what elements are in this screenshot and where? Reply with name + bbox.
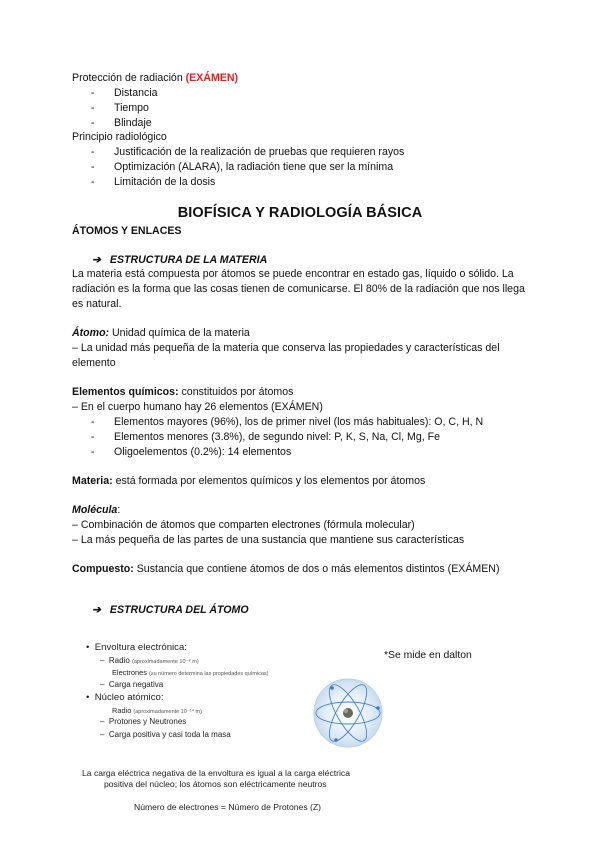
slide-subitem-text: Electrones — [112, 668, 149, 677]
slide-small-text: (aproximadamente 10⁻¹⁴ m) — [133, 709, 202, 715]
arrow-icon: ➔ — [92, 604, 101, 616]
list-item-text: Limitación de la dosis — [114, 176, 216, 188]
compuesto-definition — [72, 562, 499, 576]
atomo-line: – La unidad más pequeña de la materia que conserva las propiedades y características del — [72, 342, 500, 354]
slide-subitem-text: Radio — [112, 706, 134, 715]
list-item-text: Tiempo — [114, 102, 149, 114]
slide-subitem: – Carga negativa — [100, 680, 164, 689]
list-item-text: Distancia — [114, 87, 158, 99]
slide-subitem-text: Carga negativa — [108, 680, 164, 689]
materia-paragraph: La materia está compuesta por átomos se puede encontrar en estado gas, líquido o sólido. La radiación es la forma que las cosas tienen de comunicarse. El 80% de la radiación que nos llega es natural. — [72, 268, 525, 310]
materia-term: Materia: — [72, 475, 113, 487]
slide-caption: La carga eléctrica negativa de la envoltura es igual a la carga eléctrica — [82, 768, 350, 778]
slide-small-text: (aproximadamente 10⁻⁸ m) — [132, 659, 199, 665]
list-item: - Optimización (ALARA), la radiación tiene que ser la mínima — [91, 161, 394, 173]
list-item: - Justificación de la realización de pruebas que requieren rayos — [91, 146, 405, 158]
atomo-line: elemento — [72, 357, 116, 369]
elementos-term: Elementos químicos: — [72, 386, 179, 398]
slide-subitem — [112, 706, 202, 715]
arrow-icon: ➔ — [92, 254, 101, 266]
exam-highlight: (EXÁMEN) — [185, 72, 239, 84]
list-item: - Distancia — [91, 87, 158, 99]
slide-bullet-text: Núcleo atómico: — [94, 692, 164, 703]
section-heading-text: ESTRUCTURA DEL ÁTOMO — [109, 604, 249, 616]
molecula-line: – La más pequeña de las partes de una sustancia que mantiene sus características — [72, 534, 465, 546]
materia-definition-text: está formada por elementos químicos y los elementos por átomos — [112, 475, 426, 487]
list-item-text: Blindaje — [114, 117, 152, 129]
protection-heading-text: Protección de radiación — [72, 72, 186, 84]
molecula-heading — [72, 503, 120, 517]
list-item-text: Justificación de la realización de pruebas que requieren rayos — [114, 146, 405, 158]
molecula-colon: : — [117, 504, 121, 516]
slide-small-text: (su número determina las propiedades químicas) — [148, 671, 269, 677]
materia-definition — [72, 474, 425, 488]
elementos-definition — [72, 385, 293, 399]
atomo-definition-text: Unidad química de la materia — [109, 327, 250, 339]
atomo-term: Átomo: — [72, 327, 110, 339]
elementos-definition-text: constituidos por átomos — [178, 386, 294, 398]
atomo-definition — [72, 326, 250, 340]
slide-subitem-text: Carga positiva y casi toda la masa — [108, 730, 231, 739]
elementos-line: – En el cuerpo humano hay 26 elementos (EXÁMEN) — [72, 401, 323, 413]
subtitle: ÁTOMOS Y ENLACES — [72, 225, 182, 237]
list-item: - Elementos menores (3.8%), de segundo nivel: P, K, S, Na, Cl, Mg, Fe — [91, 431, 441, 443]
slide-subitem-text: Radio — [108, 656, 133, 665]
list-item-text: Optimización (ALARA), la radiación tiene que ser la mínima — [114, 161, 394, 173]
list-item: - Blindaje — [91, 117, 152, 129]
section-heading-atomo — [92, 604, 249, 616]
slide-subitem: – Radio (aproximadamente 10⁻⁸ m) — [100, 656, 199, 665]
protection-heading — [72, 71, 238, 85]
list-item-text: Elementos menores (3.8%), de segundo nivel: P, K, S, Na, Cl, Mg, Fe — [114, 431, 441, 443]
slide-bullet-text: Envoltura electrónica: — [94, 642, 187, 653]
slide-caption: positiva del núcleo; los átomos son eléctricamente neutros — [104, 779, 327, 789]
atom-slide-image — [74, 636, 434, 821]
slide-subitem: – Carga positiva y casi toda la masa — [100, 730, 231, 739]
slide-bullet: • Núcleo atómico: — [86, 692, 164, 703]
list-item: - Oligoelementos (0.2%): 14 elementos — [91, 446, 292, 458]
compuesto-term: Compuesto: — [72, 563, 134, 575]
list-item: - Limitación de la dosis — [91, 176, 216, 188]
slide-red-caption: Número de electrones = Número de Protones (Z) — [134, 802, 321, 812]
slide-subitem: – Protones y Neutrones — [100, 717, 187, 726]
section-heading-text: ESTRUCTURA DE LA MATERIA — [109, 254, 268, 266]
list-item-text: Oligoelementos (0.2%): 14 elementos — [114, 446, 292, 458]
slide-bullet: • Envoltura electrónica: — [86, 642, 187, 653]
molecula-line: – Combinación de átomos que comparten electrones (fórmula molecular) — [72, 519, 415, 531]
page-title: BIOFÍSICA Y RADIOLOGÍA BÁSICA — [177, 205, 423, 221]
list-item-text: Elementos mayores (96%), los de primer nivel (los más habituales): O, C, H, N — [114, 416, 484, 428]
molecula-term: Molécula — [72, 504, 118, 516]
slide-subitem-text: Protones y Neutrones — [108, 717, 187, 726]
side-note: *Se mide en dalton — [384, 650, 472, 661]
list-item: - Elementos mayores (96%), los de primer nivel (los más habituales): O, C, H, N — [91, 416, 484, 428]
atom-icon — [308, 676, 388, 750]
list-item: - Tiempo — [91, 102, 149, 114]
section-heading-materia — [92, 254, 267, 266]
slide-subitem — [112, 668, 269, 677]
principle-heading: Principio radiológico — [72, 131, 167, 143]
compuesto-definition-text: Sustancia que contiene átomos de dos o más elementos distintos (EXÁMEN) — [133, 563, 500, 575]
